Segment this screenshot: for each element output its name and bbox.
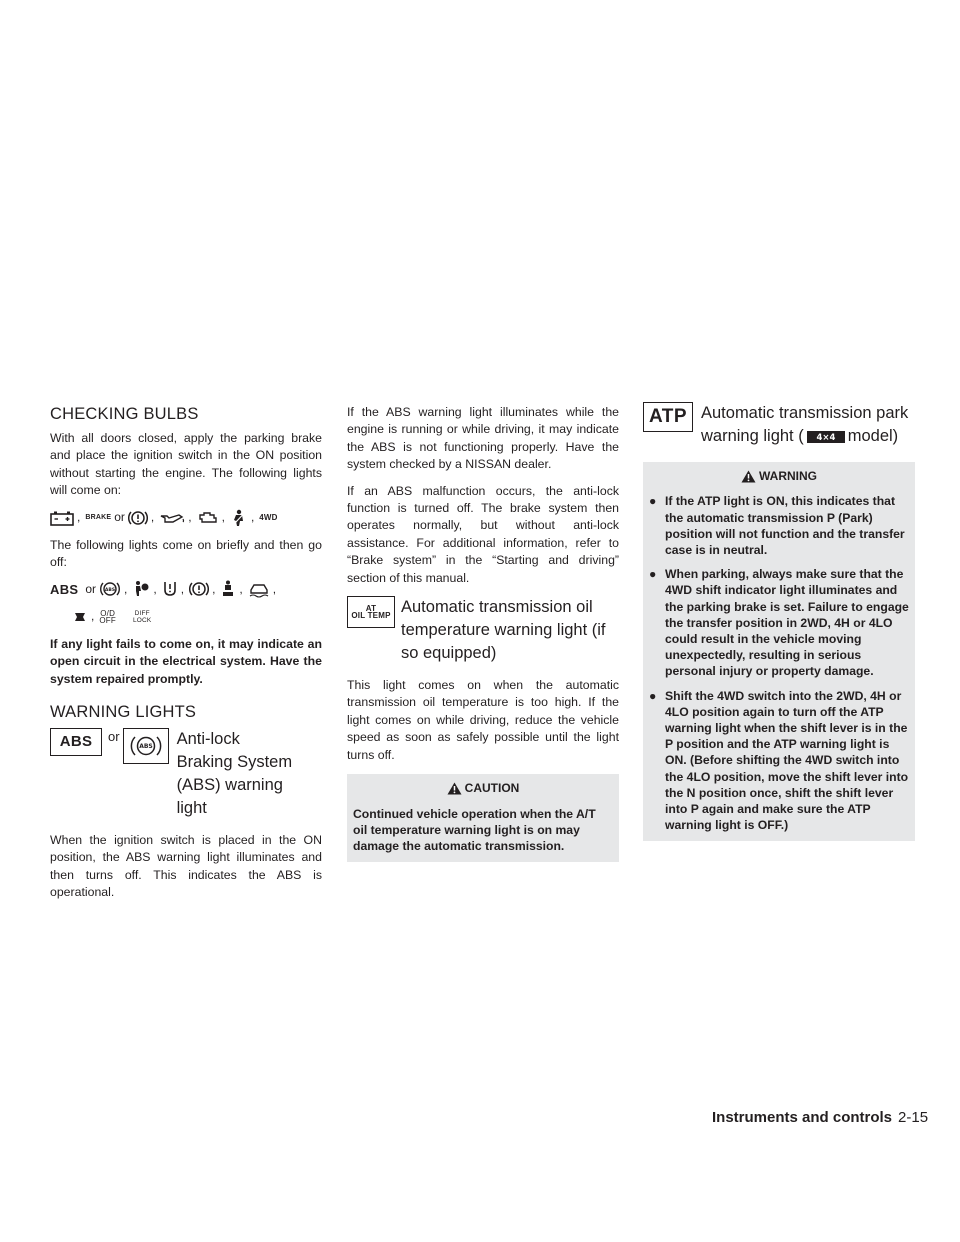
warning-title: WARNING [649,468,909,485]
atp-icon: ATP [643,402,693,432]
at-oil-temp-text: This light comes on when the automatic transmission oil temperature is too high. If the light comes on while driving, reduce the vehicle speed as soon as safely possible until the light turns off. [347,678,619,762]
warning-list [649,493,909,833]
bullet-mark: ● [649,688,657,703]
svg-text:ABS: ABS [138,743,153,751]
comma: , [180,581,185,596]
column-right [643,404,915,841]
footer-section-title: Instruments and controls [712,1109,893,1126]
warning-triangle-icon [741,470,756,483]
abs-box-icon: ABS [50,728,102,756]
page-footer [712,1109,928,1126]
comma: , [124,581,128,596]
at-oil-temp-title: Automatic transmission oil temperature warning light (if so equipped) [401,598,606,663]
list-item: ● Shift the 4WD switch into the 2WD, 4H or 4LO position again to turn off the ATP warning light when the shift lever is in the P position and the ATP warning light is ON. (Before shifting the 4WD switch into the 4LO position, move the shift lever into the N position once, shift the shift lever into P again and make sure the ATP warning light is OFF.) [649,688,909,833]
or-text: or [85,581,97,596]
4x4-icon [807,431,845,443]
warning-triangle-icon [447,782,462,795]
od-off-icon: O/D OFF [99,609,116,626]
oil-pressure-icon [159,511,185,525]
abs-warning-light-title: Anti-lock Braking System (ABS) warning light [176,730,293,818]
brake-label-icon: BRAKE [85,514,112,522]
abs-warning-light-header [50,728,322,820]
comma: , [77,509,81,524]
caution-panel [347,774,619,862]
comma: , [153,581,157,596]
icon-row-come-on [50,509,322,527]
list-item: ● If the ATP light is ON, this indicates that the automatic transmission P (Park) position will not function and the transfer case is in neutral. [649,494,905,558]
slip-indicator-icon [248,580,270,598]
diff-lock-icon: DIFF LOCK [132,610,152,625]
seatbelt-icon [230,509,248,527]
briefly-text: The following lights come on briefly and then go off: [50,537,322,570]
comma: , [150,509,155,524]
4wd-icon: 4WD [259,513,278,523]
list-item: ● When parking, always make sure that the 4WD shift indicator light illuminates and the parking brake is set. Failure to engage the transfer position in 2WD, 4H or 4LO could result in the vehicle moving unexpectedly, resulting in serious personal injury or property damage. [649,567,909,679]
abs-icon: ABS [50,581,79,597]
abs-circle-icon [99,580,121,598]
abs-malfunction-text: If an ABS malfunction occurs, the anti-lock function is turned off. The brake system then operates normally, but without anti-lock assistance. For additional information, refer to “Brake system” in the “Starting and driving” section of this manual. [347,483,619,585]
caution-title: CAUTION [353,780,613,797]
tire-pressure-icon [162,580,178,598]
comma: , [188,509,192,524]
or-text: or [108,729,120,745]
column-middle [347,404,619,862]
comma: , [250,509,255,524]
comma: , [91,609,95,624]
master-warning-icon [189,580,209,598]
svg-text:ABS: ABS [104,588,116,594]
svg-text:4×4: 4×4 [816,432,836,443]
fail-warning-text: If any light fails to come on, it may indicate an open circuit in the electrical system. Have the system repaired promptly. [50,636,322,686]
atp-title: Automatic transmission park warning light ( 4×4 model) [701,404,909,445]
atp-header [643,402,915,448]
airbag-off-icon [220,580,236,598]
warning-panel [643,462,915,841]
warning-lights-heading: WARNING LIGHTS [50,703,197,722]
abs-circle-box-icon [123,728,169,764]
abs-illuminates-text: If the ABS warning light illuminates while the engine is running or while driving, it may indicate the ABS is not functioning properly. Have the system checked by a NISSAN dealer. [347,405,619,472]
comma: , [239,581,243,596]
check-engine-icon [197,510,219,526]
comma: , [221,509,225,524]
battery-charge-icon [50,510,74,526]
comma: , [212,581,216,596]
at-oil-temp-icon: AT OIL TEMP [347,596,395,628]
page-number: 2-15 [898,1109,929,1126]
column-left [50,404,322,911]
comma: , [272,581,277,596]
brake-warning-icon [128,509,148,527]
checking-bulbs-intro: With all doors closed, apply the parking brake and place the ignition switch in the ON position without starting the engine. The following lights will come on: [50,431,322,498]
or-text: or [114,509,125,524]
at-oil-temp-header [347,596,619,665]
caution-text: Continued vehicle operation when the A/T oil temperature warning light is on may damage the automatic transmission. [353,806,596,853]
abs-warning-text: When the ignition switch is placed in the ON position, the ABS warning light illuminates and then turns off. This indicates the ABS is operational. [50,833,322,900]
checking-bulbs-heading: CHECKING BULBS [50,405,199,423]
air-bag-icon [132,580,150,598]
bullet-mark: ● [649,567,657,582]
vdc-off-icon [72,609,88,625]
bullet-mark: ● [649,494,657,509]
icon-row-briefly-2 [72,608,322,625]
icon-row-briefly [50,580,322,598]
